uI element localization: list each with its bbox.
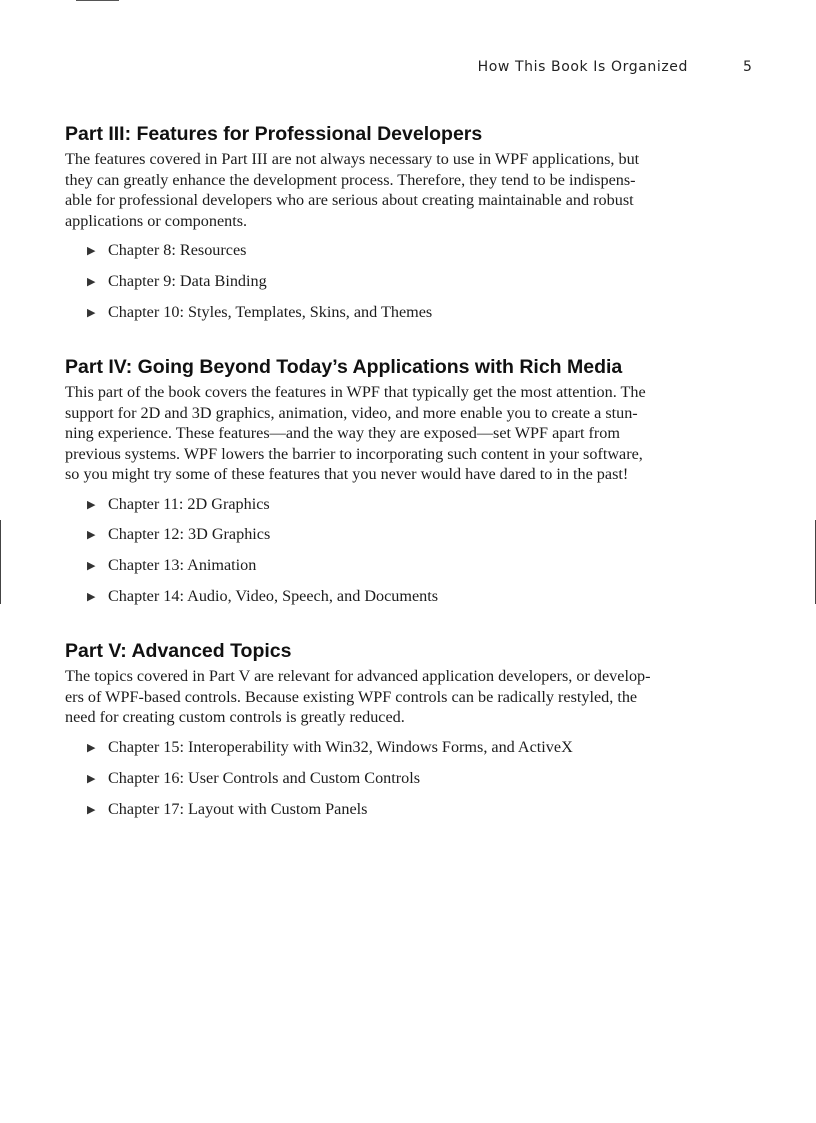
list-item [65,524,755,545]
list-item [65,271,755,292]
body-line: This part of the book covers the features in WPF that typically get the most attention. The [65,383,646,402]
crop-mark-left [0,520,1,604]
section-part-iv [65,354,755,606]
triangle-bullet-icon: ▶ [87,275,96,288]
section-heading: Part IV: Going Beyond Today’s Applications with Rich Media [65,356,623,379]
section-heading: Part V: Advanced Topics [65,640,292,663]
body-line: able for professional developers who are serious about creating maintainable and robust [65,191,634,209]
body-line: ers of WPF-based controls. Because existing WPF controls can be radically restyled, the [65,687,638,706]
list-item [65,494,755,515]
list-item [65,586,755,607]
body-line: they can greatly enhance the development process. Therefore, they tend to be indispens- [65,170,636,189]
page-number: 5 [743,59,753,75]
triangle-bullet-icon: ▶ [87,803,96,816]
section-body [65,666,755,728]
section-body [65,382,755,485]
body-line: need for creating custom controls is greatly reduced. [65,708,405,727]
body-line: so you might try some of these features that you never would have dared to in the past! [65,465,629,484]
running-head-title: How This Book Is Organized [477,59,688,75]
running-head [0,59,816,77]
list-item-text: Chapter 12: 3D Graphics [108,525,271,544]
list-item [65,555,755,576]
list-item-text: Chapter 17: Layout with Custom Panels [108,799,368,818]
list-item-text: Chapter 8: Resources [108,241,247,259]
crop-mark-top [76,0,119,1]
list-item-text: Chapter 13: Animation [108,556,257,575]
body-line: applications or components. [65,211,248,230]
triangle-bullet-icon: ▶ [87,529,96,542]
section-body [65,149,755,231]
list-item-text: Chapter 10: Styles, Templates, Skins, and Themes [108,302,433,321]
chapter-list [65,737,755,819]
triangle-bullet-icon: ▶ [87,306,96,319]
body-line: The features covered in Part III are not always necessary to use in WPF applications, but [65,150,640,168]
list-item-text: Chapter 16: User Controls and Custom Controls [108,768,421,787]
section-heading: Part III: Features for Professional Developers [65,123,483,145]
list-item-text: Chapter 15: Interoperability with Win32, Windows Forms, and ActiveX [108,737,573,756]
page-content [65,121,755,851]
list-item-text: Chapter 9: Data Binding [108,271,267,290]
triangle-bullet-icon: ▶ [87,590,96,603]
list-item [65,799,755,820]
body-line: ning experience. These features—and the way they are exposed—set WPF apart from [65,424,620,443]
list-item [65,768,755,789]
list-item-text: Chapter 11: 2D Graphics [108,494,270,513]
triangle-bullet-icon: ▶ [87,498,96,511]
triangle-bullet-icon: ▶ [87,245,96,257]
list-item [65,737,755,758]
section-part-v [65,638,755,819]
triangle-bullet-icon: ▶ [87,560,96,573]
list-item [65,240,755,261]
body-line: support for 2D and 3D graphics, animation, video, and more enable you to create a stun- [65,403,638,422]
triangle-bullet-icon: ▶ [87,741,96,754]
section-part-iii [65,121,755,322]
triangle-bullet-icon: ▶ [87,772,96,785]
body-line: previous systems. WPF lowers the barrier to incorporating such content in your software, [65,444,643,463]
chapter-list [65,240,755,322]
list-item [65,302,755,323]
chapter-list [65,494,755,607]
list-item-text: Chapter 14: Audio, Video, Speech, and Documents [108,586,439,605]
body-line: The topics covered in Part V are relevant for advanced application developers, or develop- [65,667,651,686]
